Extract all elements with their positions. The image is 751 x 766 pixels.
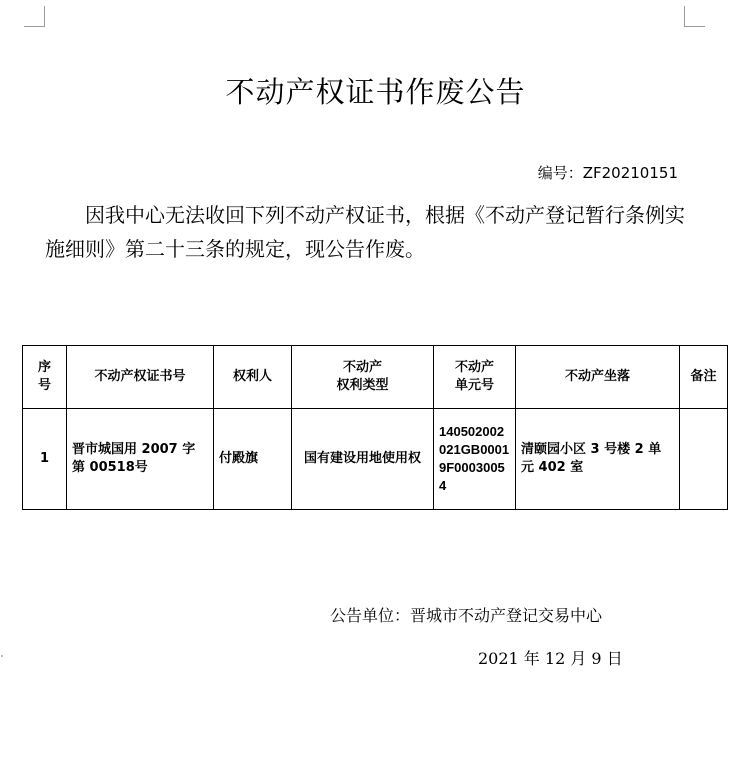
cell-location: 清颐园小区 3 号楼 2 单元 402 室 <box>516 409 680 510</box>
document-number: 编号：ZF20210151 <box>537 164 678 182</box>
header-cert-no: 不动产权证书号 <box>67 346 214 409</box>
header-remark: 备注 <box>680 346 728 409</box>
cell-seq: 1 <box>23 409 67 510</box>
issuing-unit: 公告单位：晋城市不动产登记交易中心 <box>330 606 603 625</box>
cell-holder: 付殿旗 <box>214 409 292 510</box>
page-corner-mark-top-right <box>684 6 705 27</box>
announcement-body: 因我中心无法收回下列不动产权证书，根据《不动产登记暂行条例实施细则》第二十三条的规定，现公告作废。 <box>45 203 685 261</box>
cell-remark <box>680 409 728 510</box>
header-holder: 权利人 <box>214 346 292 409</box>
cell-cert-no: 晋市城国用 2007 字第 00518号 <box>67 409 214 510</box>
header-location: 不动产坐落 <box>516 346 680 409</box>
certificate-table <box>22 345 728 510</box>
margin-mark <box>1 655 3 657</box>
announcement-date: 2021 年 12 月 9 日 <box>478 649 623 668</box>
page-corner-mark-top-left <box>24 6 45 27</box>
cell-right-type: 国有建设用地使用权 <box>292 409 434 510</box>
table-header-row <box>23 346 728 409</box>
cell-unit-no: 140502002021GB00019F00030054 <box>434 409 516 510</box>
header-unit-no: 不动产 单元号 <box>434 346 516 409</box>
header-seq: 序 号 <box>23 346 67 409</box>
table-row <box>23 409 728 510</box>
header-right-type: 不动产 权利类型 <box>292 346 434 409</box>
page-title: 不动产权证书作废公告 <box>225 75 526 109</box>
